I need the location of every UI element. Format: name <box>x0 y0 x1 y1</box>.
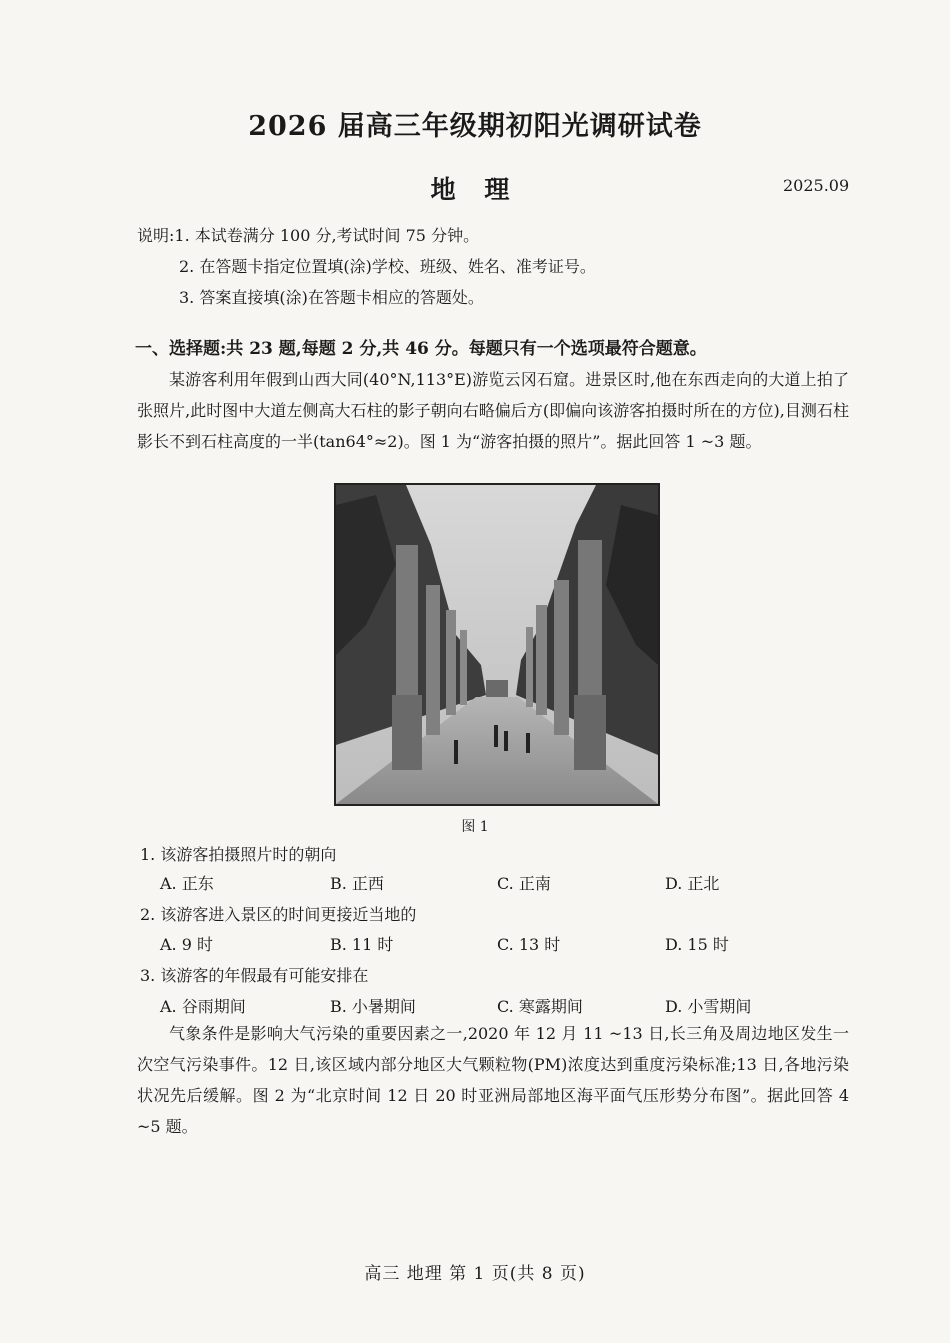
question-1-option-b: B. 正西 <box>330 874 384 893</box>
figure-1-photo <box>334 483 660 806</box>
question-1-option-a: A. 正东 <box>160 874 214 893</box>
instruction-3: 3. 答案直接填(涂)在答题卡相应的答题处。 <box>179 288 484 307</box>
question-3-options <box>160 994 860 1018</box>
subject-title: 地 理 <box>430 175 520 204</box>
question-3-option-c: C. 寒露期间 <box>497 997 583 1016</box>
figure-1-caption: 图 1 <box>461 819 489 835</box>
exam-title: 2026 届高三年级期初阳光调研试卷 <box>248 111 702 142</box>
question-3-option-b: B. 小暑期间 <box>330 997 416 1016</box>
question-1-option-d: D. 正北 <box>665 874 720 893</box>
question-1-option-c: C. 正南 <box>497 874 551 893</box>
question-1-stem: 1. 该游客拍摄照片时的朝向 <box>140 845 337 864</box>
page-footer: 高三 地理 第 1 页(共 8 页) <box>364 1264 586 1284</box>
question-3-option-d: D. 小雪期间 <box>665 997 752 1016</box>
question-2-option-d: D. 15 时 <box>665 935 729 954</box>
question-2-option-c: C. 13 时 <box>497 935 561 954</box>
instructions <box>137 220 596 313</box>
instruction-2: 2. 在答题卡指定位置填(涂)学校、班级、姓名、准考证号。 <box>179 257 596 276</box>
instruction-1: 说明:1. 本试卷满分 100 分,考试时间 75 分钟。 <box>137 226 480 245</box>
passage-2: 气象条件是影响大气污染的重要因素之一,2020 年 12 月 11 ~13 日,长三角及周边地区发生一次空气污染事件。12 日,该区域内部分地区大气颗粒物(PM)浓度达到重度污染标准;13 日,各地污染状况先后缓解。图 2 为“北京时间 12 日 20 时亚洲局部地区海平面气压形势分布图”。据此回答 4 ~5 题。 <box>137 1024 849 1136</box>
question-2-stem: 2. 该游客进入景区的时间更接近当地的 <box>140 905 417 924</box>
exam-date: 2025.09 <box>783 176 850 195</box>
passage-1: 某游客利用年假到山西大同(40°N,113°E)游览云冈石窟。进景区时,他在东西走向的大道上拍了张照片,此时图中大道左侧高大石柱的影子朝向右略偏后方(即偏向该游客拍摄时所在的方位),目测石柱影长不到石柱高度的一半(tan64°≈2)。图 1 为“游客拍摄的照片”。据此回答 1 ~3 题。 <box>137 370 849 451</box>
question-3-option-a: A. 谷雨期间 <box>160 997 246 1016</box>
section-heading: 一、选择题:共 23 题,每题 2 分,共 46 分。每题只有一个选项最符合题意。 <box>135 339 707 359</box>
question-1-options <box>160 871 860 895</box>
question-3-stem: 3. 该游客的年假最有可能安排在 <box>140 966 369 985</box>
question-2-option-b: B. 11 时 <box>330 935 394 954</box>
question-2-options <box>160 932 860 956</box>
question-2-option-a: A. 9 时 <box>160 935 213 954</box>
